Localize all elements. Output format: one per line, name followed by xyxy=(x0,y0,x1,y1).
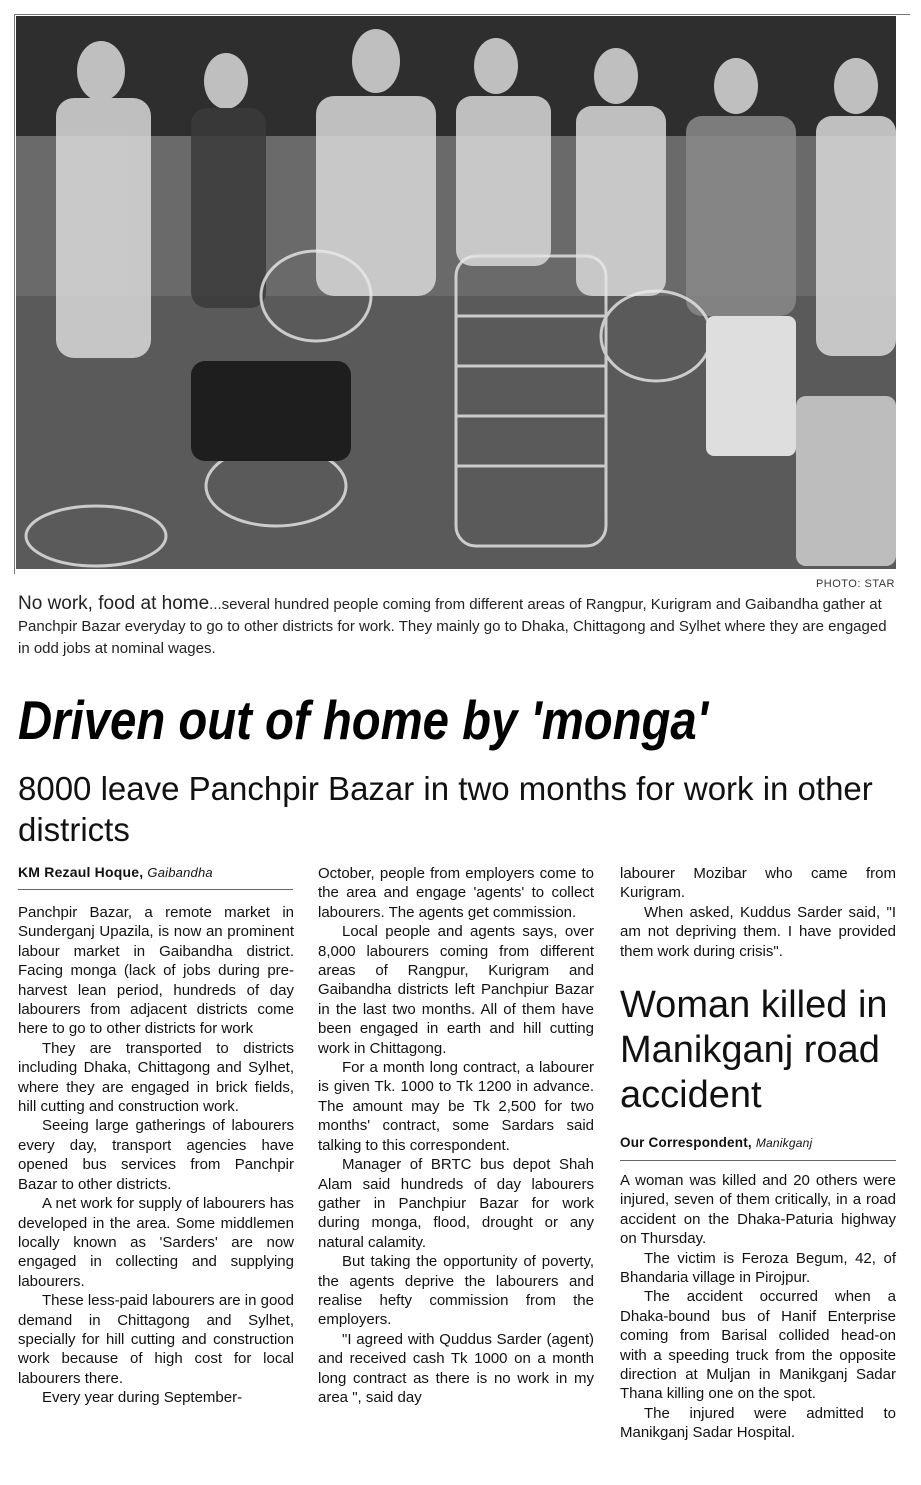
secondary-byline xyxy=(620,1135,812,1150)
main-byline xyxy=(18,864,213,880)
article-paragraph: For a month long contract, a labourer is given Tk. 1000 to Tk 1200 in advance. The amount may be Tk 2,500 for two months' contract, some Sardars said talking to this correspondent. xyxy=(318,1059,594,1154)
article2-paragraph: The victim is Feroza Begum, 42, of Bhandaria village in Pirojpur. xyxy=(620,1249,896,1287)
photo-caption xyxy=(18,593,898,660)
article2-paragraph: A woman was killed and 20 others were injured, seven of them critically, in a road accident on the Dhaka-Paturia highway on Thursday. xyxy=(620,1172,896,1248)
byline-rule xyxy=(18,889,293,890)
article-paragraph-continued: Every year during September- xyxy=(42,1389,243,1407)
main-headline: Driven out of home by 'monga' xyxy=(18,689,708,751)
article-paragraph: Local people and agents says, over 8,000 labourers coming from different areas of Rangpur, Kurigram and Gaibandha districts left Panchpiur Bazar in the last two months. All of them have been engaged in earth and hill cutting work in Chittagong. xyxy=(318,923,594,1057)
main-dateline-place: Gaibandha xyxy=(147,865,213,880)
secondary-article-body xyxy=(620,1171,896,1443)
secondary-dateline-place: Manikganj xyxy=(755,1136,813,1150)
article-paragraph: Manager of BRTC bus depot Shah Alam said hundreds of day labourers gather in Panchpiur Bazar for work during monga, flood, drought or any natural calamity. xyxy=(318,1156,594,1251)
article2-paragraph: The injured were admitted to Manikganj Sadar Hospital. xyxy=(620,1404,896,1442)
article-column-3 xyxy=(620,864,896,961)
photo-illustration xyxy=(16,16,896,569)
article-paragraph-continuation: labourer Mozibar who came from Kurigram. xyxy=(620,865,896,902)
news-photo xyxy=(16,16,896,569)
article-paragraph-continuation: October, people from employers come to the area and engage 'agents' to collect labourers. The agents get commission. xyxy=(318,865,594,921)
article-paragraph: A net work for supply of labourers has developed in the area. Some middlemen locally known as 'Sarders' are now engaged in collecting and supplying labourers. xyxy=(18,1195,294,1290)
article-column-2 xyxy=(318,864,594,1407)
article-column-1 xyxy=(18,903,294,1408)
article-paragraph: These less-paid labourers are in good demand in Chittagong and Sylhet, specially for hill cutting and construction work because of high cost for local labourers there. xyxy=(18,1292,294,1387)
frame-rule-top xyxy=(14,14,910,15)
caption-lead: No work, food at home xyxy=(18,593,210,614)
article-paragraph: Seeing large gatherings of labourers every day, transport agencies have opened bus services from Panchpir Bazar to other districts. xyxy=(18,1117,294,1193)
frame-rule-left xyxy=(14,14,15,574)
article-paragraph: But taking the opportunity of poverty, the agents deprive the labourers and realise hefty commission from the employers. xyxy=(318,1253,594,1329)
article-paragraph: When asked, Kuddus Sarder said, "I am not depriving them. I have provided them work during crisis". xyxy=(620,903,896,960)
article-paragraph: Panchpir Bazar, a remote market in Sunderganj Upazila, is now an prominent labour market in Gaibandha district. Facing monga (lack of jobs during pre-harvest lean period, hundreds of day labourers from adjacent districts come here to go to other districts for work xyxy=(18,904,294,1038)
article-paragraph-continued: "I agreed with Quddus Sarder (agent) and received cash Tk 1000 on a month long contract as there is no work in my area ", said day xyxy=(318,1330,594,1406)
caption-text: ...several hundred people coming from different areas of Rangpur, Kurigram and Gaibandha gather at Panchpir Bazar everyday to go to other districts for work. They mainly go to Dhaka, Chittagong and Sylhet where they are engaged in odd jobs at nominal wages. xyxy=(18,596,887,657)
secondary-headline: Woman killed in Manikganj road accident xyxy=(620,984,888,1116)
secondary-byline-rule xyxy=(620,1160,896,1161)
article2-paragraph: The accident occurred when a Dhaka-bound bus of Hanif Enterprise coming from Barisal collided head-on with a speeding truck from the opposite direction at Muljan in Manikganj Sadar Thana killing one on the spot. xyxy=(620,1288,896,1403)
secondary-author: Our Correspondent, xyxy=(620,1135,752,1150)
photo-credit: PHOTO: STAR xyxy=(815,578,895,590)
main-author: KM Rezaul Hoque, xyxy=(18,864,144,880)
main-subheadline: 8000 leave Panchpir Bazar in two months for work in other districts xyxy=(18,770,873,848)
article-paragraph: They are transported to districts including Dhaka, Chittagong and Sylhet, where they are engaged in brick fields, hill cutting and construction work. xyxy=(18,1039,294,1116)
